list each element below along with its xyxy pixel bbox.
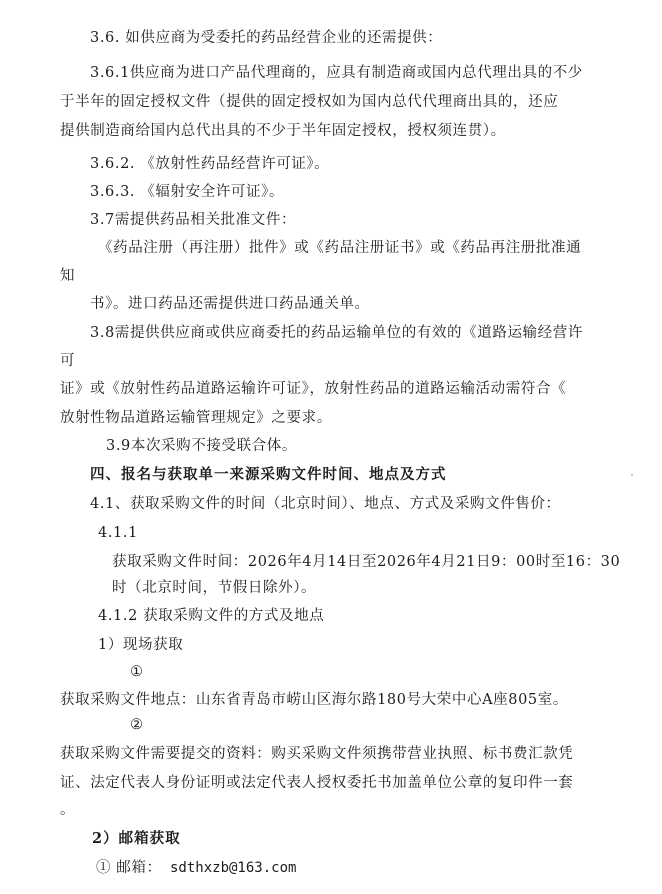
clause-3-8-line3: 证》或《放射性药品道路运输许可证》，放射性药品的道路运输活动需符合《 xyxy=(60,381,567,397)
clause-4-1-1-number: 4.1.1 xyxy=(98,525,138,541)
clause-3-9: 3.9本次采购不接受联合体。 xyxy=(106,438,297,454)
clause-3-6-1-line3: 提供制造商给国内总代出具的不少于半年固定授权，授权须连贯）。 xyxy=(60,123,506,139)
clause-3-6-1-line1: 3.6.1供应商为进口产品代理商的，应具有制造商或国内总代理出具的不少 xyxy=(90,65,583,81)
clause-3-6-2: 3.6.2. 《放射性药品经营许可证》。 xyxy=(90,156,330,172)
clause-4-1: 4.1、获取采购文件的时间（北京时间）、地点、方式及采购文件售价： xyxy=(90,496,561,512)
onsite-materials-line3: 。 xyxy=(60,802,76,818)
clause-3-7-line3: 书》。进口药品还需提供进口药品通关单。 xyxy=(90,296,370,312)
email-label: ① 邮箱： xyxy=(96,860,162,876)
clause-3-7-line1: 《药品注册（再注册）批件》或《药品注册证书》或《药品再注册批准通 xyxy=(98,240,582,256)
clause-3-8-line4: 放射性物品道路运输管理规定》之要求。 xyxy=(60,410,332,426)
onsite-item-1-marker: ① xyxy=(130,664,144,680)
email-heading: 2）邮箱获取 xyxy=(92,830,181,847)
scan-speck xyxy=(631,474,633,476)
clause-4-1-1-line1: 获取采购文件时间：2026年4月14日至2026年4月21日9：00时至16：30 xyxy=(112,554,621,570)
section-4-heading: 四、报名与获取单一来源采购文件时间、地点及方式 xyxy=(90,466,447,483)
clause-3-6-1-line2: 于半年的固定授权文件（提供的固定授权如为国内总代代理商出具的，还应 xyxy=(60,94,559,110)
clause-4-1-2: 4.1.2 获取采购文件的方式及地点 xyxy=(98,608,325,624)
clause-3-6: 3.6. 如供应商为受委托的药品经营企业的还需提供： xyxy=(90,30,443,46)
onsite-heading: 1）现场获取 xyxy=(98,637,184,653)
clause-3-8-line2: 可 xyxy=(60,353,76,369)
clause-4-1-1-line2: 时（北京时间，节假日除外）。 xyxy=(112,580,317,596)
onsite-location: 获取采购文件地点：山东省青岛市崂山区海尔路180号大荣中心A座805室。 xyxy=(60,692,568,708)
onsite-item-2-marker: ② xyxy=(130,717,144,733)
clause-3-7: 3.7需提供药品相关批准文件： xyxy=(90,212,297,228)
email-address: sdthxzb@163.com xyxy=(170,860,297,876)
onsite-materials-line1: 获取采购文件需要提交的资料：购买采购文件须携带营业执照、标书费汇款凭 xyxy=(60,746,574,762)
onsite-materials-line2: 证、法定代表人身份证明或法定代表人授权委托书加盖单位公章的复印件一套 xyxy=(60,775,574,791)
clause-3-6-3: 3.6.3. 《辐射安全许可证》。 xyxy=(90,184,285,200)
clause-3-8-line1: 3.8需提供供应商或供应商委托的药品运输单位的有效的《道路运输经营许 xyxy=(90,325,583,341)
clause-3-7-line2: 知 xyxy=(60,268,76,284)
